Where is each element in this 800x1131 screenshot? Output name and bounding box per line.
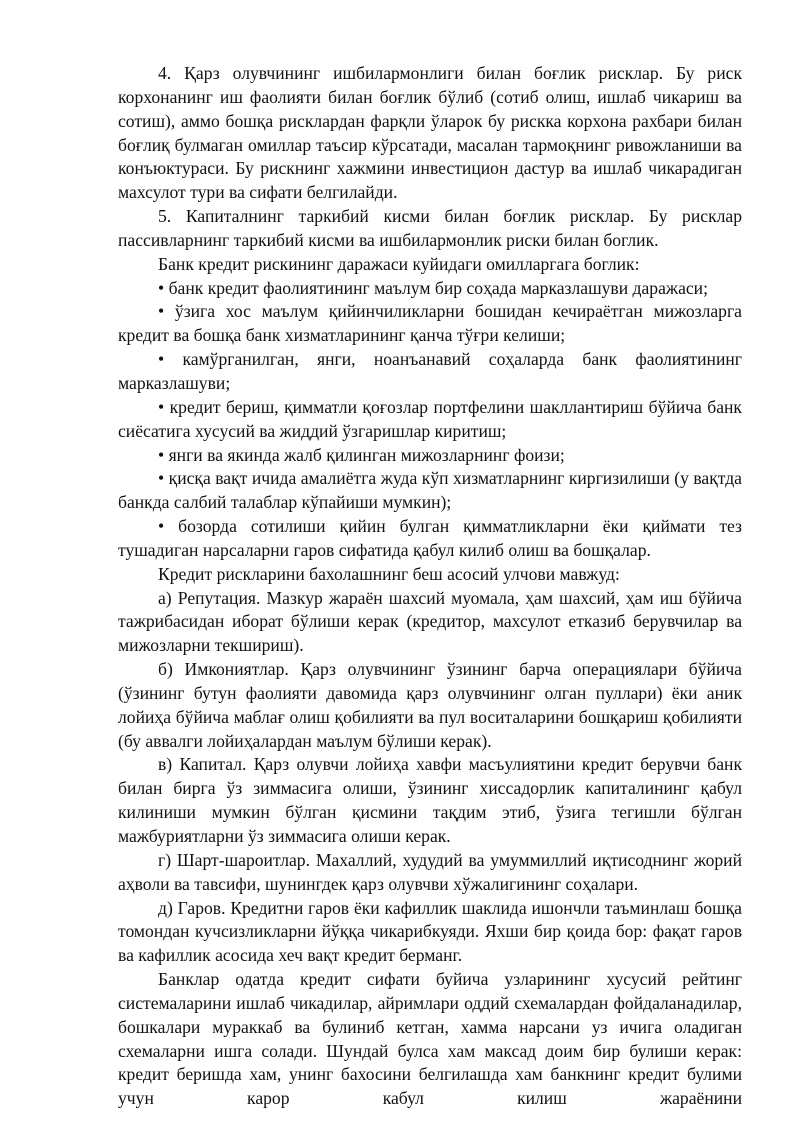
bullet-item [118,467,742,515]
bullet-text: ўзига хос маълум қийинчиликларни бошидан кечираётган мижозларга кредит ва бошқа банк хизматларининг қанча тўғри келиши; [118,301,742,346]
bullet-item [118,515,742,563]
bullet-text: кредит бериш, қимматли қоғозлар портфелини шакллантириш бўйича банк сиёсатига хусусий ва жиддий ўзгаришлар киритиш; [118,396,742,441]
document-page [118,62,742,1111]
bullet-dot: • [158,444,165,465]
bullet-text: камўрганилган, янги, ноанъанавий соҳаларда банк фаолиятининг марказлашуви; [118,349,742,393]
bullet-text: қисқа вақт ичида амалиётга жуда кўп хизматларнинг киргизилиши (у вақтда банкда салбий талаблар кўпайиши мумкин); [118,468,742,513]
bullet-item [118,396,742,444]
bullet-dot: • [158,396,165,417]
paragraph-risk-5: 5. Капиталнинг таркибий кисми билан боғлик рисклар. Бу рисклар пассивларнинг таркибий кисми ва ишбилармонлик риски билан боглик. [118,206,742,250]
paragraph-item-d: д) Гаров. Кредитни гаров ёки кафиллик шаклида ишончли таъминлаш бошқа томондан кучсизликларни йўққа чикарибкуяди. Яхши бир қоида бор: фақат гаров ва кафиллик асосида хеч вақт кредит берманг. [118,897,742,966]
bullet-item [118,444,742,468]
bullet-item [118,348,742,396]
paragraph-item-b: б) Имкониятлар. Қарз олувчининг ўзининг барча операциялари бўйича (ўзининг бутун фаолияти давомида қарз олувчининг олган пуллари) ёки аник лойиҳа бўйича маблағ олиш қобилияти ва пул воситаларини бошқариш қобилияти (бу аввалги лойиҳалардан маълум бўлиши керак). [118,659,742,751]
bullet-item [118,277,742,301]
paragraph-five-ways: Кредит рискларини бахолашнинг беш асосий улчови мавжуд: [158,563,620,584]
paragraph-item-g: г) Шарт-шароитлар. Махаллий, худудий ва умуммиллий иқтисоднинг жорий аҳволи ва тавсифи, шунингдек қарз олувчви хўжалигининг соҳалари. [118,849,742,894]
bullet-dot: • [158,277,165,298]
bullet-dot: • [158,468,165,489]
bullet-dot: • [158,301,165,322]
bullet-text: банк кредит фаолиятининг маълум бир соҳада марказлашуви даражаси; [168,277,708,298]
bullet-item [118,300,742,348]
bullet-text: бозорда сотилиши қийин булган қимматликларни ёки қиймати тез тушадиган нарсаларни гаров сифатида қабул килиб олиш ва бошқалар. [118,516,742,560]
paragraph-rating: Банклар одатда кредит сифати буйича узларининг хусусий рейтинг системаларини ишлаб чикадилар, айримлари оддий схемалардан фойдаланадилар, бошкалари мураккаб ва булиниб кетган, хамма нарсани уз ичига оладиган схемаларни ишга солади. Шундай булса хам максад доим бир булиши керак: кредит беришда хам, унинг бахосини белгилашда хам банкнинг кредит булими учун карор кабул килиш жараёнини [118,969,742,1109]
bullet-text: янги ва якинда жалб қилинган мижозларнинг фоизи; [168,444,565,465]
bullet-dot: • [158,349,165,370]
bullet-dot: • [158,516,165,537]
paragraph-item-v: в) Капитал. Қарз олувчи лойиҳа хавфи масъулиятини кредит берувчи банк билан бирга ўз зиммасига олиши, ўзининг хиссадорлик капиталининг қабул килиниши мумкин бўлган қисмини тақдим этиб, ўзига тегишли бўлган мажбуриятларни ўз зиммасига олиши керак. [118,754,742,846]
paragraph-factors-intro: Банк кредит рискининг даражаси куйидаги омилларгага боглик: [158,253,640,274]
paragraph-risk-4: 4. Қарз олувчининг ишбилармонлиги билан боғлик рисклар. Бу риск корхонанинг иш фаолияти билан боғлик бўлиб (сотиб олиш, ишлаб чикариш ва сотиш), аммо бошқа рисклардан фарқли ўларок бу рискка корхона рахбари билан боғлиқ булмаган омиллар таъсир кўрсатади, масалан тармоқнинг ривожланиши ва конъюктураси. Бу рискнинг хажмини инвестицион дастур ва ишлаб чикарадиган махсулот тури ва сифати белгилайди. [118,63,742,203]
paragraph-item-a: а) Репутация. Мазкур жараён шахсий муомала, ҳам шахсий, ҳам иш бўйича тажрибасидан иборат бўлиши керак (кредитор, махсулот етказиб берувчилар ва мижозларни текшириш). [118,587,742,656]
